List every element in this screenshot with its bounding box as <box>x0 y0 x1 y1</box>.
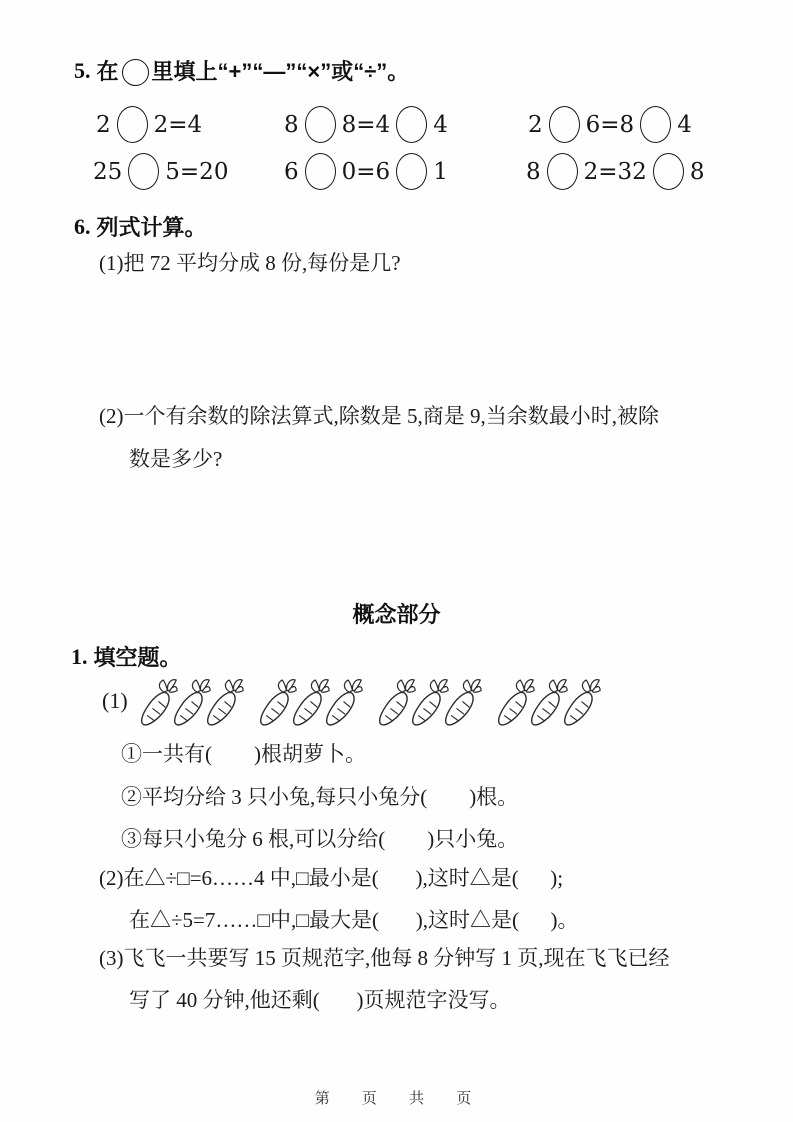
question-6-part2-line2: 数是多少? <box>129 447 223 471</box>
question-6-part2-line1: (2)一个有余数的除法算式,除数是 5,商是 9,当余数最小时,被除 <box>99 404 659 428</box>
equation-5: 6 0=6 1 <box>284 153 448 190</box>
question-5-heading <box>74 55 409 86</box>
carrot-icon <box>561 676 601 731</box>
answer-circle <box>653 153 684 190</box>
carrot-group <box>138 676 244 731</box>
equation-6: 8 2=32 8 <box>526 153 704 190</box>
answer-circle <box>305 153 336 190</box>
equation-3: 2 6=8 4 <box>528 106 692 143</box>
question-1-sub1: ①一共有( )根胡萝卜。 <box>121 742 366 766</box>
answer-circle <box>549 106 580 143</box>
carrot-icon <box>204 676 244 731</box>
answer-circle <box>396 106 427 143</box>
question-6-title: 列式计算。 <box>96 215 207 240</box>
page-footer: 第 页 共 页 <box>314 1090 479 1107</box>
answer-circle <box>305 106 336 143</box>
question-6-heading <box>74 211 207 242</box>
answer-circle <box>128 153 159 190</box>
carrot-icon <box>442 676 482 731</box>
answer-circle <box>640 106 671 143</box>
question-1-number: 1. <box>71 643 88 669</box>
question-1-part2-line1: (2)在△÷□=6……4 中,□最小是( ),这时△是( ); <box>99 866 564 890</box>
question-5-number: 5. <box>74 57 91 83</box>
question-1-sub2: ②平均分给 3 只小兔,每只小兔分( )根。 <box>121 785 519 809</box>
equation-4: 25 5=20 <box>93 153 228 190</box>
concept-section-title: 概念部分 <box>352 602 441 627</box>
question-6-number: 6. <box>74 213 91 239</box>
question-1-heading <box>71 641 182 672</box>
answer-circle <box>547 153 578 190</box>
question-1-part3-line2: 写了 40 分钟,他还剩( )页规范字没写。 <box>129 988 511 1012</box>
question-5-title: 在 里填上“+”“—”“×”或“÷”。 <box>96 59 410 84</box>
answer-circle <box>122 59 149 86</box>
question-1-sub3: ③每只小兔分 6 根,可以分给( )只小兔。 <box>121 827 519 851</box>
equation-1: 2 2=4 <box>96 106 202 143</box>
carrot-icon <box>323 676 363 731</box>
answer-circle <box>396 153 427 190</box>
answer-circle <box>117 106 148 143</box>
carrot-row <box>138 676 614 731</box>
question-6-part1: (1)把 72 平均分成 8 份,每份是几? <box>99 251 401 275</box>
question-1-part3-line1: (3)飞飞一共要写 15 页规范字,他每 8 分钟写 1 页,现在飞飞已经 <box>99 946 670 970</box>
equation-2: 8 8=4 4 <box>284 106 448 143</box>
question-1-part2-line2: 在△÷5=7……□中,□最大是( ),这时△是( )。 <box>129 908 579 932</box>
question-1-title: 填空题。 <box>93 645 182 670</box>
carrot-group <box>257 676 363 731</box>
question-1-part1-label: (1) <box>102 688 128 713</box>
carrot-group <box>376 676 482 731</box>
carrot-group <box>495 676 601 731</box>
